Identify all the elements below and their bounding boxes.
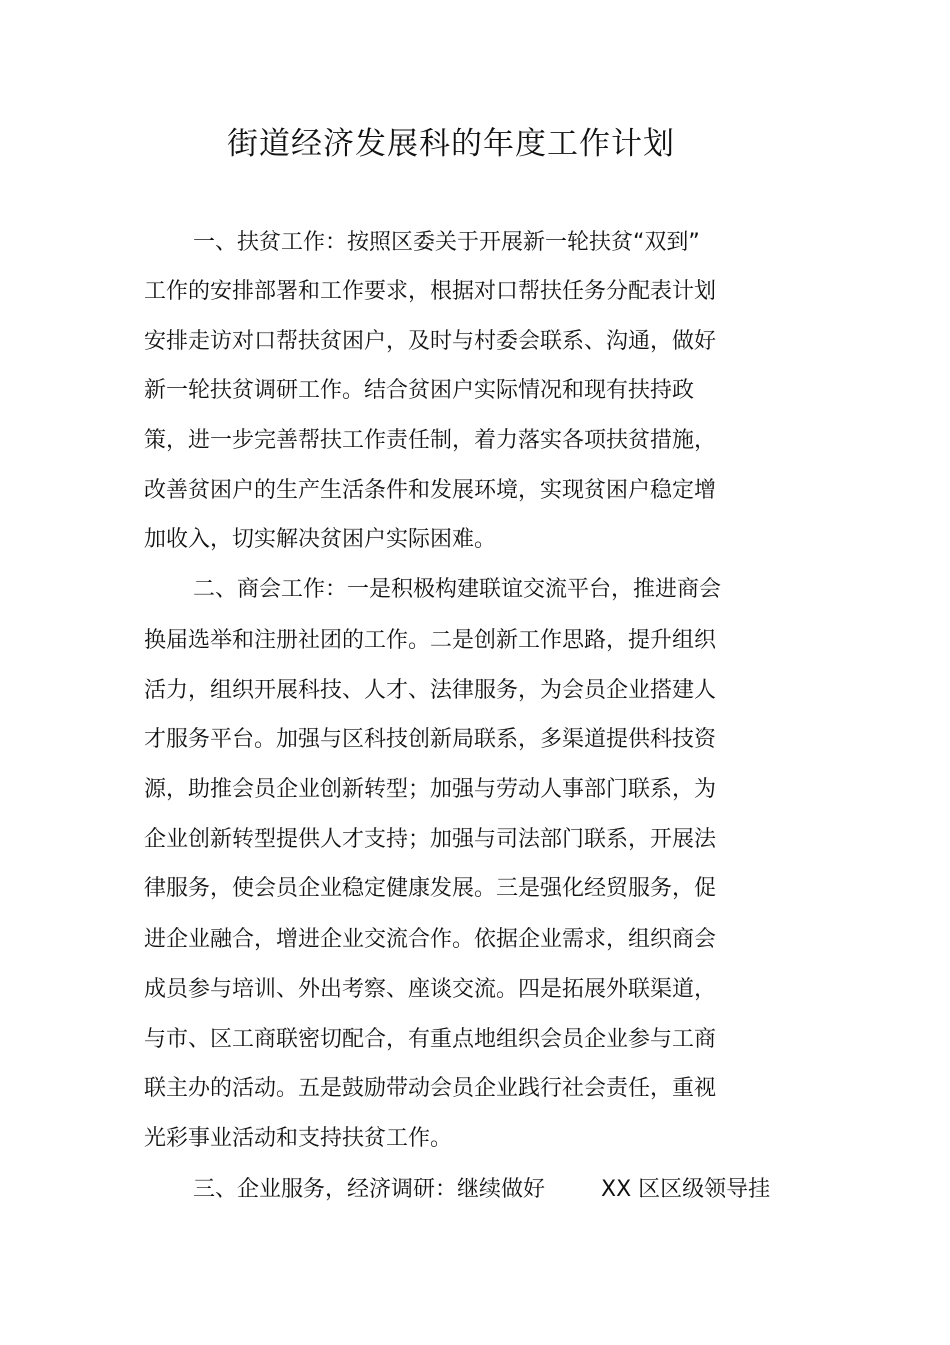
document-title: 街道经济发展科的年度工作计划 bbox=[227, 126, 675, 162]
paragraph-2-line-5: 源，助推会员企业创新转型；加强与劳动人事部门联系，为 bbox=[144, 777, 717, 802]
paragraph-1-line-6: 改善贫困户的生产生活条件和发展环境，实现贫困户稳定增 bbox=[144, 478, 717, 503]
paragraph-3-text-start: 三、企业服务，经济调研：继续做好 bbox=[193, 1177, 546, 1202]
paragraph-2-line-3: 活力，组织开展科技、人才、法律服务，为会员企业搭建人 bbox=[144, 678, 717, 703]
paragraph-3-text-end: XX 区区级领导挂 bbox=[601, 1177, 771, 1202]
paragraph-3-line-1 bbox=[193, 1175, 770, 1205]
paragraph-2-line-6: 企业创新转型提供人才支持；加强与司法部门联系，开展法 bbox=[144, 827, 717, 852]
paragraph-1-line-4: 新一轮扶贫调研工作。结合贫困户实际情况和现有扶持政 bbox=[144, 378, 695, 403]
paragraph-2-line-8: 进企业融合，增进企业交流合作。依据企业需求，组织商会 bbox=[144, 927, 717, 952]
paragraph-1-line-5: 策，进一步完善帮扶工作责任制，着力落实各项扶贫措施， bbox=[144, 428, 717, 453]
paragraph-2-line-1: 二、商会工作：一是积极构建联谊交流平台，推进商会 bbox=[193, 577, 722, 602]
paragraph-1-line-7: 加收入，切实解决贫困户实际困难。 bbox=[144, 527, 497, 552]
paragraph-2-line-11: 联主办的活动。五是鼓励带动会员企业践行社会责任，重视 bbox=[144, 1076, 717, 1101]
paragraph-2-line-10: 与市、区工商联密切配合，有重点地组织会员企业参与工商 bbox=[144, 1027, 717, 1052]
paragraph-2-line-2: 换届选举和注册社团的工作。二是创新工作思路，提升组织 bbox=[144, 628, 717, 653]
paragraph-2-line-12: 光彩事业活动和支持扶贫工作。 bbox=[144, 1126, 453, 1151]
paragraph-1-line-3: 安排走访对口帮扶贫困户，及时与村委会联系、沟通，做好 bbox=[144, 329, 717, 354]
paragraph-1-line-2: 工作的安排部署和工作要求，根据对口帮扶任务分配表计划 bbox=[144, 279, 717, 304]
paragraph-2-line-7: 律服务，使会员企业稳定健康发展。三是强化经贸服务，促 bbox=[144, 876, 717, 901]
paragraph-1-line-1: 一、扶贫工作：按照区委关于开展新一轮扶贫“双到” bbox=[193, 230, 700, 255]
paragraph-2-line-9: 成员参与培训、外出考察、座谈交流。四是拓展外联渠道， bbox=[144, 977, 717, 1002]
paragraph-2-line-4: 才服务平台。加强与区科技创新局联系，多渠道提供科技资 bbox=[144, 727, 717, 752]
